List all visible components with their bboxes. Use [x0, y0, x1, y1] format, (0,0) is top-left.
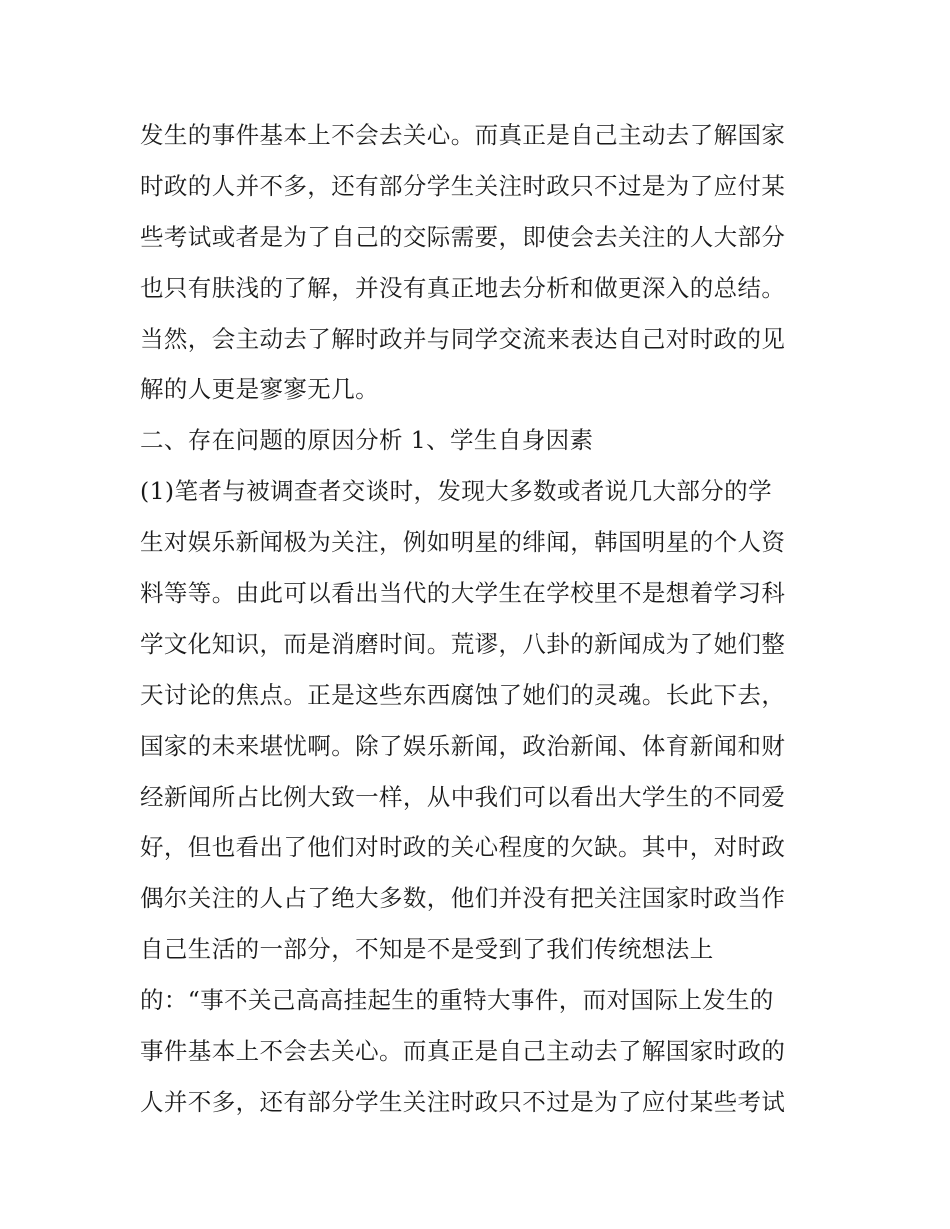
text-line: 时政的人并不多，还有部分学生关注时政只不过是为了应付某	[140, 171, 786, 200]
text-line: 国家的未来堪忧啊。除了娱乐新闻，政治新闻、体育新闻和财	[140, 731, 786, 760]
text-line: 也只有肤浅的了解，并没有真正地去分析和做更深入的总结。	[140, 273, 786, 302]
text-line: 当然，会主动去了解时政并与同学交流来表达自己对时政的见	[140, 324, 786, 353]
text-line: 好，但也看出了他们对时政的关心程度的欠缺。其中，对时政	[140, 833, 786, 862]
text-line: 经新闻所占比例大致一样，从中我们可以看出大学生的不同爱	[140, 782, 786, 811]
text-line: 的：“事不关己高高挂起生的重特大事件，而对国际上发生的	[140, 986, 774, 1015]
text-line: 发生的事件基本上不会去关心。而真正是自己主动去了解国家	[140, 121, 786, 149]
text-line: 学文化知识，而是消磨时间。荒谬，八卦的新闻成为了她们整	[140, 629, 786, 658]
text-line: 偶尔关注的人占了绝大多数，他们并没有把关注国家时政当作	[140, 884, 786, 913]
text-line: 自己生活的一部分，不知是不是受到了我们传统想法上	[140, 935, 714, 964]
body-text	[140, 110, 820, 1128]
text-line: 些考试或者是为了自己的交际需要，即使会去关注的人大部分	[140, 222, 786, 251]
text-line: 解的人更是寥寥无几。	[140, 375, 379, 404]
section-heading: 二、存在问题的原因分析 1、学生自身因素	[140, 426, 594, 455]
text-line: 生对娱乐新闻极为关注，例如明星的绯闻，韩国明星的个人资	[140, 528, 786, 557]
text-line: 料等等。由此可以看出当代的大学生在学校里不是想着学习科	[140, 579, 786, 608]
text-line: 事件基本上不会去关心。而真正是自己主动去了解国家时政的	[140, 1037, 786, 1066]
text-line: (1)笔者与被调查者交谈时，发现大多数或者说几大部分的学	[140, 477, 772, 506]
text-line: 人并不多，还有部分学生关注时政只不过是为了应付某些考试	[140, 1087, 786, 1116]
text-line: 天讨论的焦点。正是这些东西腐蚀了她们的灵魂。长此下去，	[140, 680, 786, 709]
